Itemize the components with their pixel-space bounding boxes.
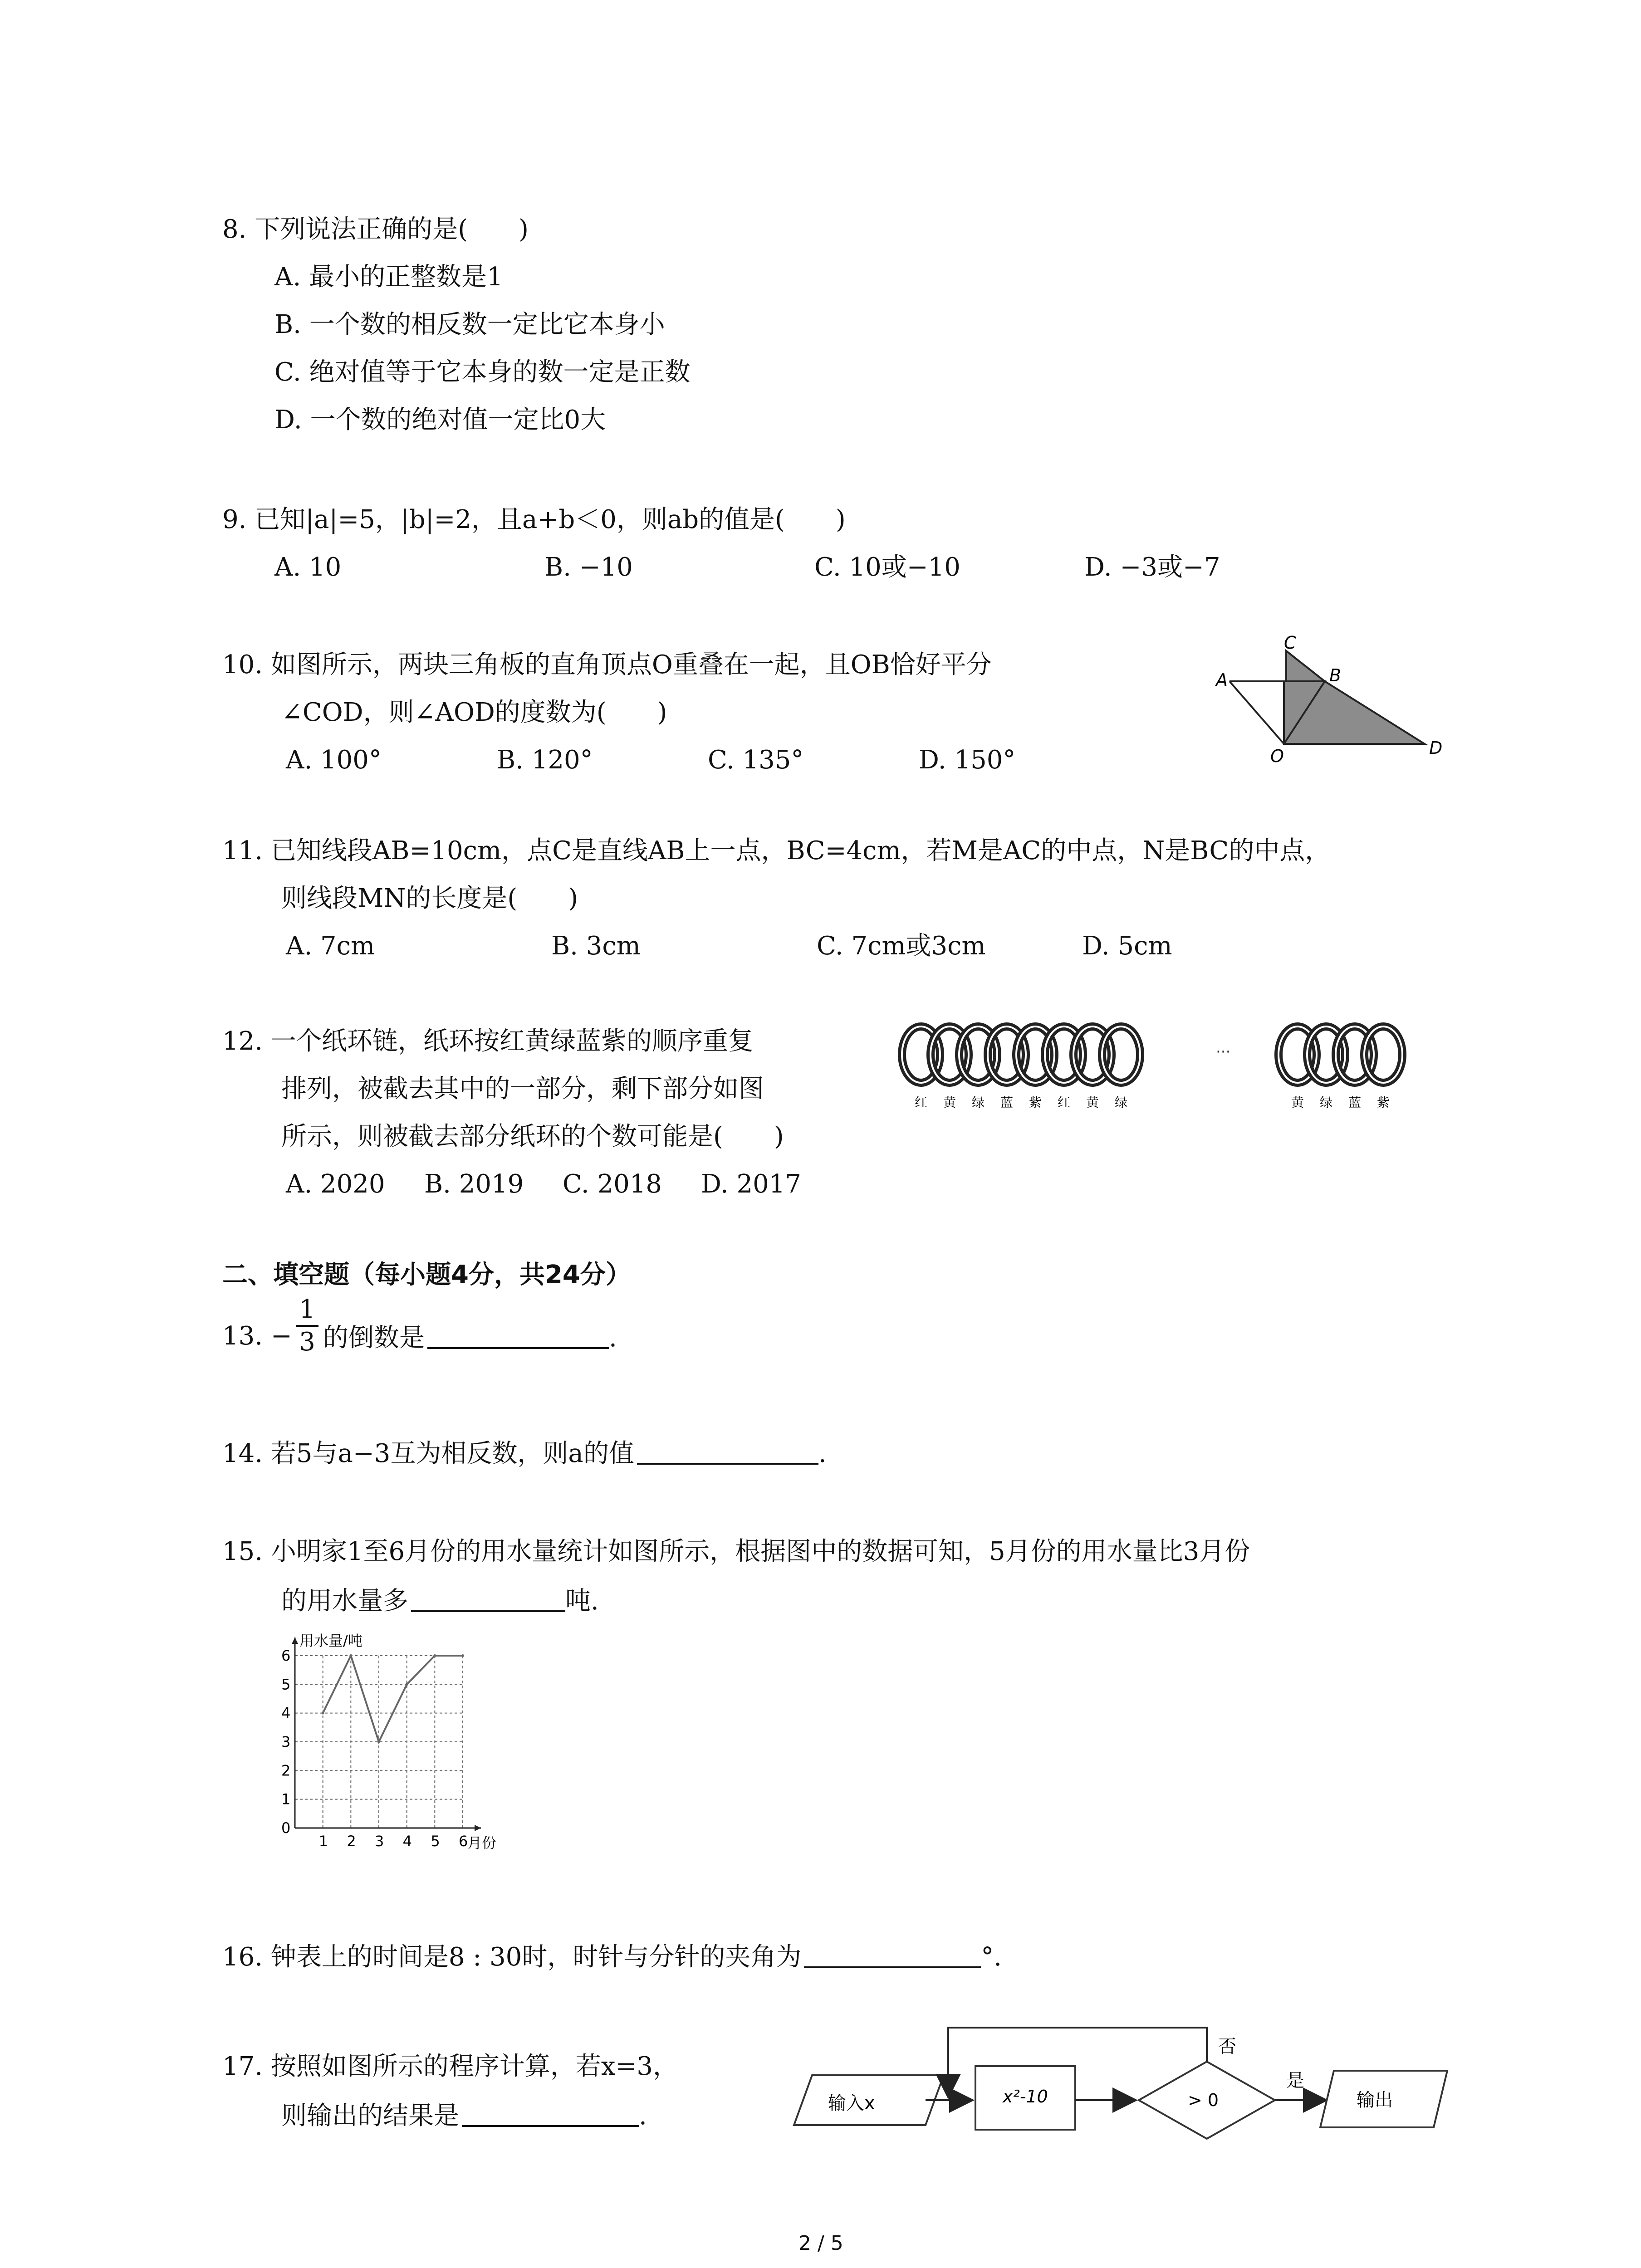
q12-line2: 排列，被截去其中的一部分，剩下部分如图	[281, 1074, 764, 1104]
q14-text-body: 14. 若5与a−3互为相反数，则a的值	[222, 1439, 634, 1468]
y-tick-0: 0	[281, 1819, 291, 1837]
q9-option-a: A. 10	[274, 552, 342, 582]
label-o: O	[1270, 746, 1284, 766]
q8-option-a: A. 最小的正整数是1	[274, 262, 503, 292]
q12-option-c: C. 2018	[563, 1169, 662, 1199]
y-tick-2: 2	[281, 1762, 291, 1779]
flow-yes-label: 是	[1286, 2070, 1304, 2091]
x-tick-1: 1	[318, 1833, 328, 1850]
x-tick-5: 5	[431, 1833, 440, 1850]
ring-left-label-3: 蓝	[1000, 1095, 1014, 1110]
ring-left-label-6: 黄	[1086, 1095, 1099, 1110]
q15-line2-body: 的用水量多	[281, 1586, 408, 1616]
y-axis-label: 用水量/吨	[299, 1632, 362, 1649]
q12-line3: 所示，则被截去部分纸环的个数可能是( )	[281, 1122, 784, 1151]
q16-answer-blank[interactable]	[804, 1939, 981, 1968]
q10-option-b: B. 120°	[497, 745, 593, 775]
q11-line2: 则线段MN的长度是( )	[281, 884, 578, 913]
q12-line1: 12. 一个纸环链，纸环按红黄绿蓝紫的顺序重复	[222, 1026, 754, 1056]
q11-option-b: B. 3cm	[551, 931, 641, 961]
ring-left-label-0: 红	[914, 1095, 928, 1110]
label-c: C	[1284, 633, 1296, 653]
ring-left-label-2: 绿	[971, 1095, 985, 1110]
x-axis-label: 月份	[467, 1834, 497, 1852]
triangle-oc	[1286, 651, 1325, 681]
series-line	[323, 1656, 463, 1742]
q14-answer-blank[interactable]	[637, 1436, 818, 1465]
q8-option-b: B. 一个数的相反数一定比它本身小	[274, 310, 665, 339]
point-month-5	[433, 1654, 436, 1657]
q17-line2-body: 则输出的结果是	[281, 2101, 459, 2131]
q10-option-a: A. 100°	[286, 745, 382, 775]
q16-text	[222, 1939, 1002, 1974]
section-2-title: 二、填空题（每小题4分，共24分）	[222, 1260, 631, 1290]
flow-output-label: 输出	[1357, 2090, 1393, 2111]
x-tick-3: 3	[375, 1833, 384, 1850]
point-month-4	[406, 1683, 408, 1686]
q15-line1: 15. 小明家1至6月份的用水量统计如图所示，根据图中的数据可知，5月份的用水量比3月份	[222, 1537, 1250, 1566]
q13-text	[323, 1320, 617, 1354]
y-tick-3: 3	[281, 1733, 291, 1750]
ring-right-label-1: 绿	[1319, 1095, 1333, 1110]
y-tick-6: 6	[281, 1647, 291, 1664]
q17-line2	[281, 2098, 647, 2132]
x-tick-4: 4	[402, 1833, 412, 1850]
x-tick-2: 2	[347, 1833, 356, 1850]
q13-text-body: 的倒数是	[323, 1323, 425, 1353]
y-tick-5: 5	[281, 1676, 291, 1693]
q16-text-body: 16. 钟表上的时间是8 : 30时，时针与分针的夹角为	[222, 1942, 802, 1972]
ring-left-label-4: 紫	[1029, 1095, 1042, 1110]
q14-period: .	[818, 1439, 827, 1468]
q8-option-c: C. 绝对值等于它本身的数一定是正数	[274, 357, 691, 387]
flow-no-label: 否	[1218, 2036, 1236, 2057]
q13-period: .	[609, 1323, 617, 1353]
x-tick-6: 6	[459, 1833, 468, 1850]
q17-answer-blank[interactable]	[462, 2098, 639, 2127]
q13-fraction-bar	[296, 1325, 318, 1327]
ring-left-label-7: 绿	[1114, 1095, 1128, 1110]
label-b: B	[1329, 665, 1342, 685]
q16-degree-end: °.	[981, 1942, 1002, 1972]
ring-right-label-3: 紫	[1376, 1095, 1390, 1110]
q15-water-usage-chart	[268, 1628, 540, 1855]
x-axis-arrow	[475, 1825, 481, 1831]
q13-numerator: 1	[299, 1295, 315, 1324]
q12-paper-ring-chain	[889, 1012, 1452, 1120]
page-number: 2 / 5	[798, 2232, 843, 2255]
q10-line2: ∠COD，则∠AOD的度数为( )	[281, 698, 667, 727]
flow-input-label: 输入x	[828, 2093, 875, 2114]
y-tick-1: 1	[281, 1790, 291, 1808]
label-d: D	[1429, 738, 1443, 758]
q12-option-d: D. 2017	[701, 1169, 802, 1199]
q10-option-d: D. 150°	[919, 745, 1016, 775]
q17-period: .	[639, 2101, 647, 2131]
q15-answer-blank[interactable]	[411, 1583, 565, 1612]
q15-unit: 吨.	[565, 1586, 599, 1616]
q12-option-b: B. 2019	[424, 1169, 524, 1199]
ring-ellipsis: ···	[1216, 1043, 1231, 1061]
q9-option-c: C. 10或−10	[814, 552, 960, 582]
q11-option-d: D. 5cm	[1082, 931, 1172, 961]
q13-answer-blank[interactable]	[427, 1320, 609, 1349]
q9-option-d: D. −3或−7	[1084, 552, 1220, 582]
flow-condition-label: > 0	[1188, 2090, 1219, 2110]
label-a: A	[1216, 670, 1228, 690]
point-month-1	[322, 1712, 324, 1715]
q13-prefix: 13. −	[222, 1321, 292, 1351]
q12-option-a: A. 2020	[286, 1169, 385, 1199]
q9-stem: 9. 已知|a|=5，|b|=2，且a+b＜0，则ab的值是( )	[222, 505, 846, 534]
ring-left-label-1: 黄	[943, 1095, 956, 1110]
q17-line1: 17. 按照如图所示的程序计算，若x=3，	[222, 2052, 678, 2081]
y-axis-arrow	[292, 1637, 298, 1644]
q13-fraction	[296, 1295, 318, 1357]
ring-left-label-5: 红	[1057, 1095, 1071, 1110]
q10-triangle-figure	[1198, 631, 1452, 767]
q10-line1: 10. 如图所示，两块三角板的直角顶点O重叠在一起，且OB恰好平分	[222, 650, 992, 679]
q8-option-d: D. 一个数的绝对值一定比0大	[274, 405, 606, 435]
q11-option-c: C. 7cm或3cm	[817, 931, 986, 961]
q17-flowchart	[776, 2016, 1456, 2161]
flow-operation-label: x²-10	[1003, 2087, 1048, 2107]
q15-line2	[281, 1583, 599, 1618]
point-month-2	[349, 1654, 352, 1657]
q11-option-a: A. 7cm	[286, 931, 375, 961]
y-tick-4: 4	[281, 1704, 291, 1722]
q8-stem: 8. 下列说法正确的是( )	[222, 215, 529, 244]
ring-right-label-2: 蓝	[1348, 1095, 1362, 1110]
q14-text	[222, 1436, 827, 1470]
point-month-3	[377, 1740, 380, 1743]
q11-line1: 11. 已知线段AB=10cm，点C是直线AB上一点，BC=4cm，若M是AC的中点，N是BC的中点，	[222, 836, 1331, 865]
q10-option-c: C. 135°	[708, 745, 804, 775]
ring-right-label-0: 黄	[1291, 1095, 1304, 1110]
q9-option-b: B. −10	[544, 552, 633, 582]
q13-denominator: 3	[299, 1327, 315, 1357]
point-month-6	[461, 1654, 464, 1657]
